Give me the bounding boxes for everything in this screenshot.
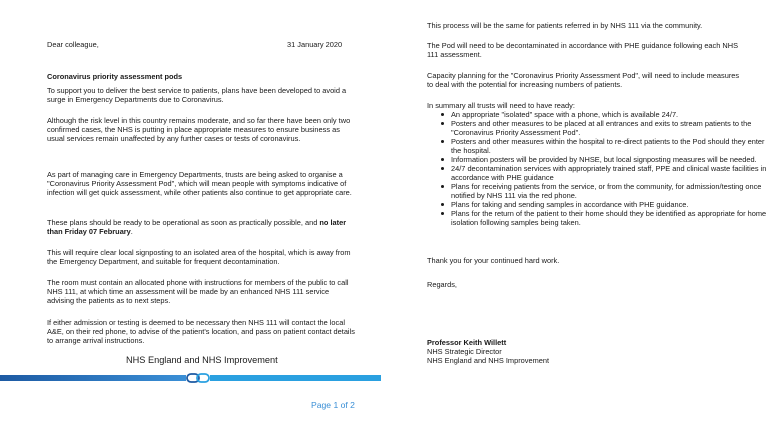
right-paragraph-3: Capacity planning for the "Coronavirus Priority Assessment Pod", will need to include measures to deal with the potential for increasing numbers of patients. bbox=[427, 71, 740, 89]
paragraph-5: This will require clear local signposting to an isolated area of the hospital, which is away from the Emergency Department, and suitable for frequent decontamination. bbox=[47, 248, 351, 266]
paragraph-2: Although the risk level in this country remains moderate, and so far there have been only two confirmed cases, the NHS is putting in place appropriate measures to ensure business as usual services remain unaffected by any further cases or tests of coronavirus. bbox=[47, 116, 351, 143]
right-paragraph-1: This process will be the same for patients referred in by NHS 111 via the community. bbox=[427, 21, 703, 30]
letter-date: 31 January 2020 bbox=[287, 40, 343, 49]
signatory-name: Professor Keith Willett bbox=[427, 338, 507, 347]
right-paragraph-2: The Pod will need to be decontaminated in accordance with PHE guidance following each NHS 111 assessment. bbox=[427, 41, 739, 59]
deadline-text: no later than Friday 07 February bbox=[47, 218, 347, 236]
paragraph-4 bbox=[47, 218, 357, 236]
regards-line: Regards, bbox=[427, 280, 457, 289]
list-item: 24/7 decontamination services with appropriately trained staff, PPE and clinical waste facilities in accordance with PHE guidance bbox=[451, 164, 768, 182]
paragraph-1: To support you to deliver the best service to patients, plans have been developed to avoid a surge in Emergency Departments due to Coronavirus. bbox=[47, 86, 347, 104]
summary-intro: In summary all trusts will need to have ready: bbox=[427, 101, 575, 110]
paragraph-7: If either admission or testing is deemed to be necessary then NHS 111 will contact the local A&E, on their red phone, to advise of the patient's location, and pass on patient contact details to arrange arrival instructions. bbox=[47, 318, 355, 345]
footer-org: NHS England and NHS Improvement bbox=[126, 355, 278, 365]
signatory-org: NHS England and NHS Improvement bbox=[427, 356, 550, 365]
signatory-title: NHS Strategic Director bbox=[427, 347, 502, 356]
requirements-list bbox=[427, 110, 768, 227]
link-icon bbox=[186, 372, 210, 384]
list-item: An appropriate "isolated" space with a phone, which is available 24/7. bbox=[451, 110, 768, 119]
list-item: Plans for receiving patients from the service, or from the community, for admission/testing once notified by NHS 111 via the red phone. bbox=[451, 182, 768, 200]
footer-bar-left bbox=[0, 375, 186, 381]
list-item: Plans for taking and sending samples in accordance with PHE guidance. bbox=[451, 200, 768, 209]
salutation: Dear colleague, bbox=[47, 40, 99, 49]
list-item: Plans for the return of the patient to their home should they be identified as appropriate for home isolation following samples being taken. bbox=[451, 209, 768, 227]
list-item: Information posters will be provided by NHSE, but local signposting measures will be needed. bbox=[451, 155, 768, 164]
paragraph-4-end: . bbox=[130, 227, 133, 236]
page-number: Page 1 of 2 bbox=[311, 400, 355, 410]
paragraph-4-text: These plans should be ready to be operational as soon as practically possible, and bbox=[47, 218, 320, 227]
footer-bar-right bbox=[210, 375, 381, 381]
list-item: Posters and other measures within the hospital to re-direct patients to the Pod should they enter the hospital. bbox=[451, 137, 768, 155]
letter-heading: Coronavirus priority assessment pods bbox=[47, 72, 183, 81]
paragraph-6: The room must contain an allocated phone with instructions for members of the public to call NHS 111, at which time an assessment will be made by an enhanced NHS 111 service advising the patients as to next steps. bbox=[47, 278, 349, 305]
list-item: Posters and other measures to be placed at all entrances and exits to stream patients to the "Coronavirus Priority Assessment Pod". bbox=[451, 119, 768, 137]
thanks-line: Thank you for your continued hard work. bbox=[427, 256, 560, 265]
paragraph-3: As part of managing care in Emergency Departments, trusts are being asked to organise a "Coronavirus Priority Assessment Pod", which will mean people with symptoms indicative of infection will get quick assessment, while other patients also continue to get appropriate care. bbox=[47, 170, 352, 197]
